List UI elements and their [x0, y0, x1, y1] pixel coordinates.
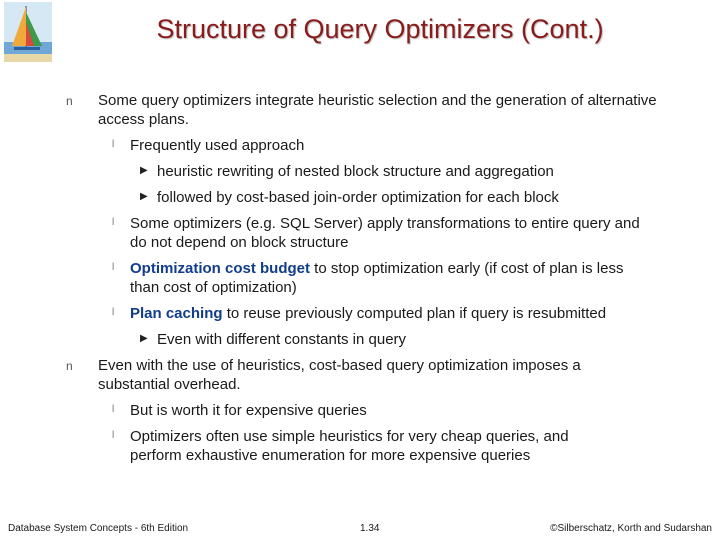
- bullet-text: Even with the use of heuristics, cost-based query optimization imposes a substantial overhead.: [98, 357, 581, 393]
- emphasis-text: Optimization cost budget: [130, 260, 310, 277]
- sub-sub-bullet-text: Even with different constants in query: [157, 331, 407, 348]
- footer-copyright: ©Silberschatz, Korth and Sudarshan: [550, 523, 712, 534]
- sub-bullet-text: Some optimizers (e.g. SQL Server) apply transformations to entire query and do not depend on block structure: [130, 215, 640, 251]
- sub-bullet-marker: l: [112, 262, 115, 273]
- sub-bullet-text: Frequently used approach: [130, 137, 305, 154]
- plain-text: to stop optimization early (if cost of plan is less than cost of optimization): [130, 260, 624, 296]
- sailboat-logo-icon: [4, 2, 52, 62]
- sub-bullet-marker: l: [112, 404, 115, 415]
- sub-sub-bullet-text: followed by cost-based join-order optimization for each block: [157, 189, 559, 206]
- sub-bullet-marker: l: [112, 307, 115, 318]
- footer-book-title: Database System Concepts - 6th Edition: [8, 523, 189, 534]
- sub-bullet-marker: l: [112, 217, 115, 228]
- plain-text: to reuse previously computed plan if query is resubmitted: [222, 305, 607, 322]
- sub-bullet-marker: l: [112, 430, 115, 441]
- sub-bullet-text: But is worth it for expensive queries: [130, 402, 367, 419]
- bullet-text: Some query optimizers integrate heuristic selection and the generation of alternative access plans.: [98, 92, 657, 128]
- footer-page-number: 1.34: [360, 523, 380, 534]
- arrow-bullet-icon: ▶: [140, 333, 148, 344]
- sub-bullet-text: [130, 259, 650, 297]
- slide-title: Structure of Query Optimizers (Cont.): [156, 14, 604, 44]
- sub-bullet-text: [130, 304, 690, 323]
- arrow-bullet-icon: ▶: [140, 165, 148, 176]
- arrow-bullet-icon: ▶: [140, 191, 148, 202]
- sub-bullet-marker: l: [112, 139, 115, 150]
- bullet-marker: n: [66, 94, 73, 108]
- sub-bullet-text: Optimizers often use simple heuristics for very cheap queries, and perform exhaustive enumeration for more expensive queries: [130, 428, 569, 464]
- sub-sub-bullet-text: heuristic rewriting of nested block structure and aggregation: [157, 163, 554, 180]
- bullet-marker: n: [66, 359, 73, 373]
- emphasis-text: Plan caching: [130, 305, 223, 322]
